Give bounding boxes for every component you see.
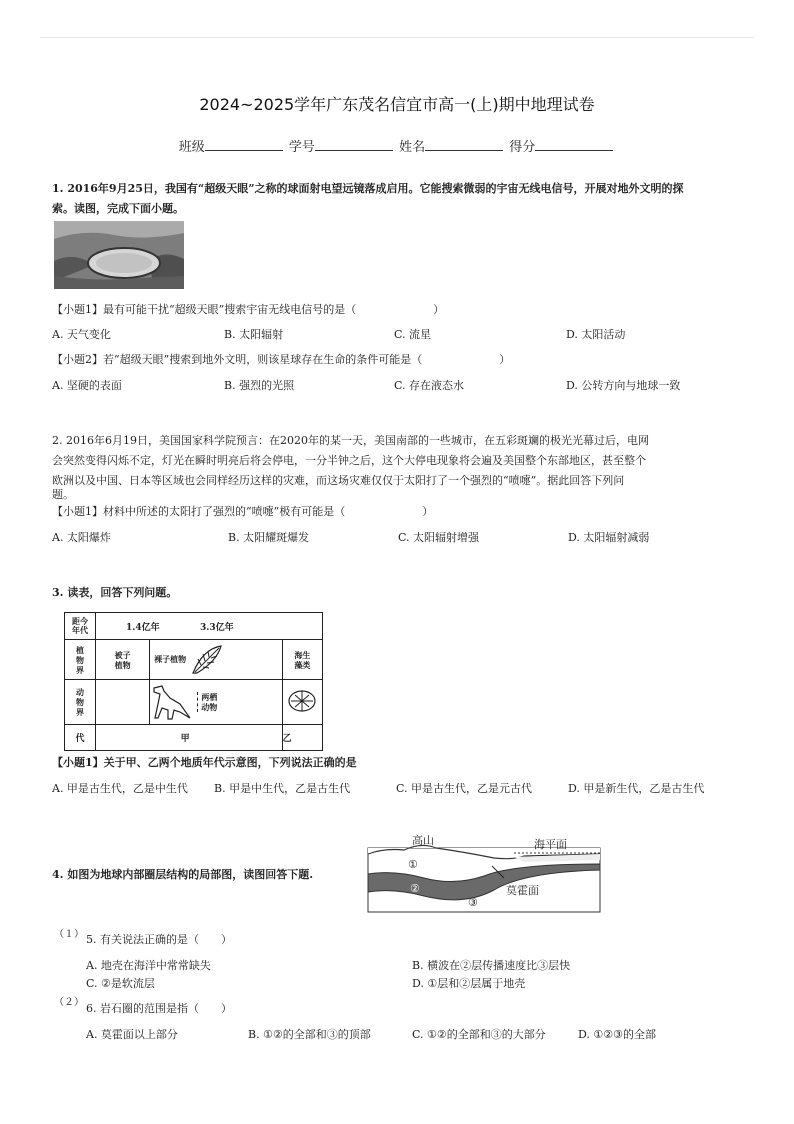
score-blank[interactable] bbox=[535, 138, 613, 151]
q2-sub1: 【小题1】材料中所述的太阳打了强烈的“喷嚏”极有可能是（ ） bbox=[52, 505, 434, 518]
q2-line3: 欧洲以及中国、日本等区域也会同样经历这样的灾难，而这场灾难仅仅于太阳打了一个强烈的“喷嚏”。据此回答下列问 bbox=[52, 474, 625, 487]
page-title: 2024~2025学年广东茂名信宜市高一(上)期中地理试卷 bbox=[199, 95, 595, 114]
q1-sub2-option-a[interactable]: A. 坚硬的表面 bbox=[52, 379, 122, 392]
score-label: 得分 bbox=[509, 140, 536, 155]
mountain-label: 高山 bbox=[412, 834, 434, 847]
table-header-animal: 动 物 界 bbox=[65, 680, 96, 725]
q2-line4: 题。 bbox=[52, 488, 74, 501]
sea-level-label: 海平面 bbox=[534, 838, 567, 851]
q1-stem-line1: 1. 2016年9月25日，我国有“超级天眼”之称的球面射电望远镜落成启用。它能搜索微弱的宇宙无线电信号，开展对地外文明的探 bbox=[52, 182, 684, 195]
q1-sub2-option-b[interactable]: B. 强烈的光照 bbox=[224, 379, 295, 392]
trilobite-icon bbox=[287, 687, 317, 715]
layer-2-label: ② bbox=[410, 882, 420, 895]
q6-stem: 6. 岩石圈的范围是指（ ） bbox=[86, 1002, 232, 1015]
q2-line1: 2. 2016年6月19日，美国国家科学院预言：在2020年的某一天，美国南部的一些城市，在五彩斑斓的极光光幕过后，电网 bbox=[52, 434, 649, 447]
cell-gymnosperm: 裸子植物 bbox=[150, 640, 283, 680]
q3-option-b[interactable]: B. 甲是中生代，乙是古生代 bbox=[214, 782, 351, 795]
q1-sub1-option-a[interactable]: A. 天气变化 bbox=[52, 328, 111, 341]
table-header-age: 距今 年代 bbox=[65, 613, 96, 640]
q1-sub2-option-c[interactable]: C. 存在液态水 bbox=[394, 379, 465, 392]
student-info bbox=[0, 136, 794, 155]
q6-option-d[interactable]: D. ①②③的全部 bbox=[578, 1028, 657, 1041]
q3-sub1: 【小题1】关于甲、乙两个地质年代示意图，下列说法正确的是 bbox=[52, 756, 357, 769]
cell-sea-algae: 海生 藻类 bbox=[282, 640, 322, 680]
name-blank[interactable] bbox=[425, 138, 503, 151]
layer-1-label: ① bbox=[408, 858, 418, 871]
dinosaur-icon bbox=[150, 682, 194, 722]
moho-label: 莫霍面 bbox=[506, 884, 539, 897]
cell-era-jia: 甲 bbox=[96, 725, 283, 751]
cell-trilobite bbox=[282, 680, 322, 725]
class-label: 班级 bbox=[178, 140, 205, 155]
age-3-3: 3.3亿年 bbox=[199, 622, 234, 633]
top-divider bbox=[40, 37, 754, 38]
q5-option-c[interactable]: C. ②是软流层 bbox=[86, 977, 155, 990]
q2-line2: 会突然变得闪烁不定，灯光在瞬时明亮后将会停电，一分半钟之后，这个大停电现象将会遍及美国整个东部地区，甚至整个 bbox=[52, 454, 646, 467]
q2-option-c[interactable]: C. 太阳辐射增强 bbox=[398, 531, 480, 544]
fast-telescope-photo bbox=[54, 221, 184, 289]
class-blank[interactable] bbox=[205, 138, 283, 151]
part-1-marker: （１） bbox=[54, 929, 84, 940]
q3-stem: 3. 读表，回答下列问题。 bbox=[52, 586, 178, 599]
q2-option-d[interactable]: D. 太阳辐射减弱 bbox=[568, 531, 650, 544]
table-header-era: 代 bbox=[65, 725, 96, 751]
q6-option-c[interactable]: C. ①②的全部和③的大部分 bbox=[412, 1028, 546, 1041]
q1-sub1: 【小题1】最有可能干扰“超级天眼”搜索宇宙无线电信号的是（ ） bbox=[52, 303, 445, 316]
amphibian-label: 两栖 动物 bbox=[197, 692, 217, 712]
name-label: 姓名 bbox=[399, 140, 426, 155]
id-blank[interactable] bbox=[315, 138, 393, 151]
cell-animal-empty bbox=[96, 680, 150, 725]
q1-sub2: 【小题2】若“超级天眼”搜索到地外文明，则该星球存在生命的条件可能是（ ） bbox=[52, 353, 511, 366]
earth-layers-diagram bbox=[364, 834, 604, 917]
q1-sub2-option-d[interactable]: D. 公转方向与地球一致 bbox=[566, 379, 681, 392]
geologic-era-table bbox=[64, 612, 323, 751]
cell-era-yi: 乙 bbox=[282, 725, 322, 751]
q5-option-a[interactable]: A. 地壳在海洋中常常缺失 bbox=[86, 959, 211, 972]
cell-animals bbox=[150, 680, 283, 725]
q3-option-a[interactable]: A. 甲是古生代，乙是中生代 bbox=[52, 782, 188, 795]
cell-angiosperm: 被子 植物 bbox=[96, 640, 150, 680]
fern-leaf-icon bbox=[189, 643, 225, 677]
q1-stem-line2: 索。读图，完成下面小题。 bbox=[52, 202, 184, 215]
q5-option-b[interactable]: B. 横波在②层传播速度比③层快 bbox=[412, 959, 571, 972]
id-label: 学号 bbox=[288, 140, 315, 155]
q4-stem: 4. 如图为地球内部圈层结构的局部图，读图回答下题. bbox=[52, 868, 314, 881]
layer-3-label: ③ bbox=[468, 896, 478, 909]
q1-sub1-option-b[interactable]: B. 太阳辐射 bbox=[224, 328, 284, 341]
q5-option-d[interactable]: D. ①层和②层属于地壳 bbox=[412, 977, 526, 990]
table-age-marks bbox=[96, 613, 323, 640]
part-2-marker: （２） bbox=[54, 997, 84, 1008]
q6-option-a[interactable]: A. 莫霍面以上部分 bbox=[86, 1028, 178, 1041]
age-1-4: 1.4亿年 bbox=[126, 622, 160, 633]
q1-sub1-option-c[interactable]: C. 流星 bbox=[394, 328, 432, 341]
q3-option-c[interactable]: C. 甲是古生代，乙是元古代 bbox=[396, 782, 533, 795]
q2-option-a[interactable]: A. 太阳爆炸 bbox=[52, 531, 111, 544]
q1-sub1-option-d[interactable]: D. 太阳活动 bbox=[566, 328, 626, 341]
table-header-plant: 植 物 界 bbox=[65, 640, 96, 680]
q3-option-d[interactable]: D. 甲是新生代，乙是古生代 bbox=[568, 782, 705, 795]
q2-option-b[interactable]: B. 太阳耀斑爆发 bbox=[228, 531, 310, 544]
q6-option-b[interactable]: B. ①②的全部和③的顶部 bbox=[248, 1028, 371, 1041]
q5-stem: 5. 有关说法正确的是（ ） bbox=[86, 933, 232, 946]
